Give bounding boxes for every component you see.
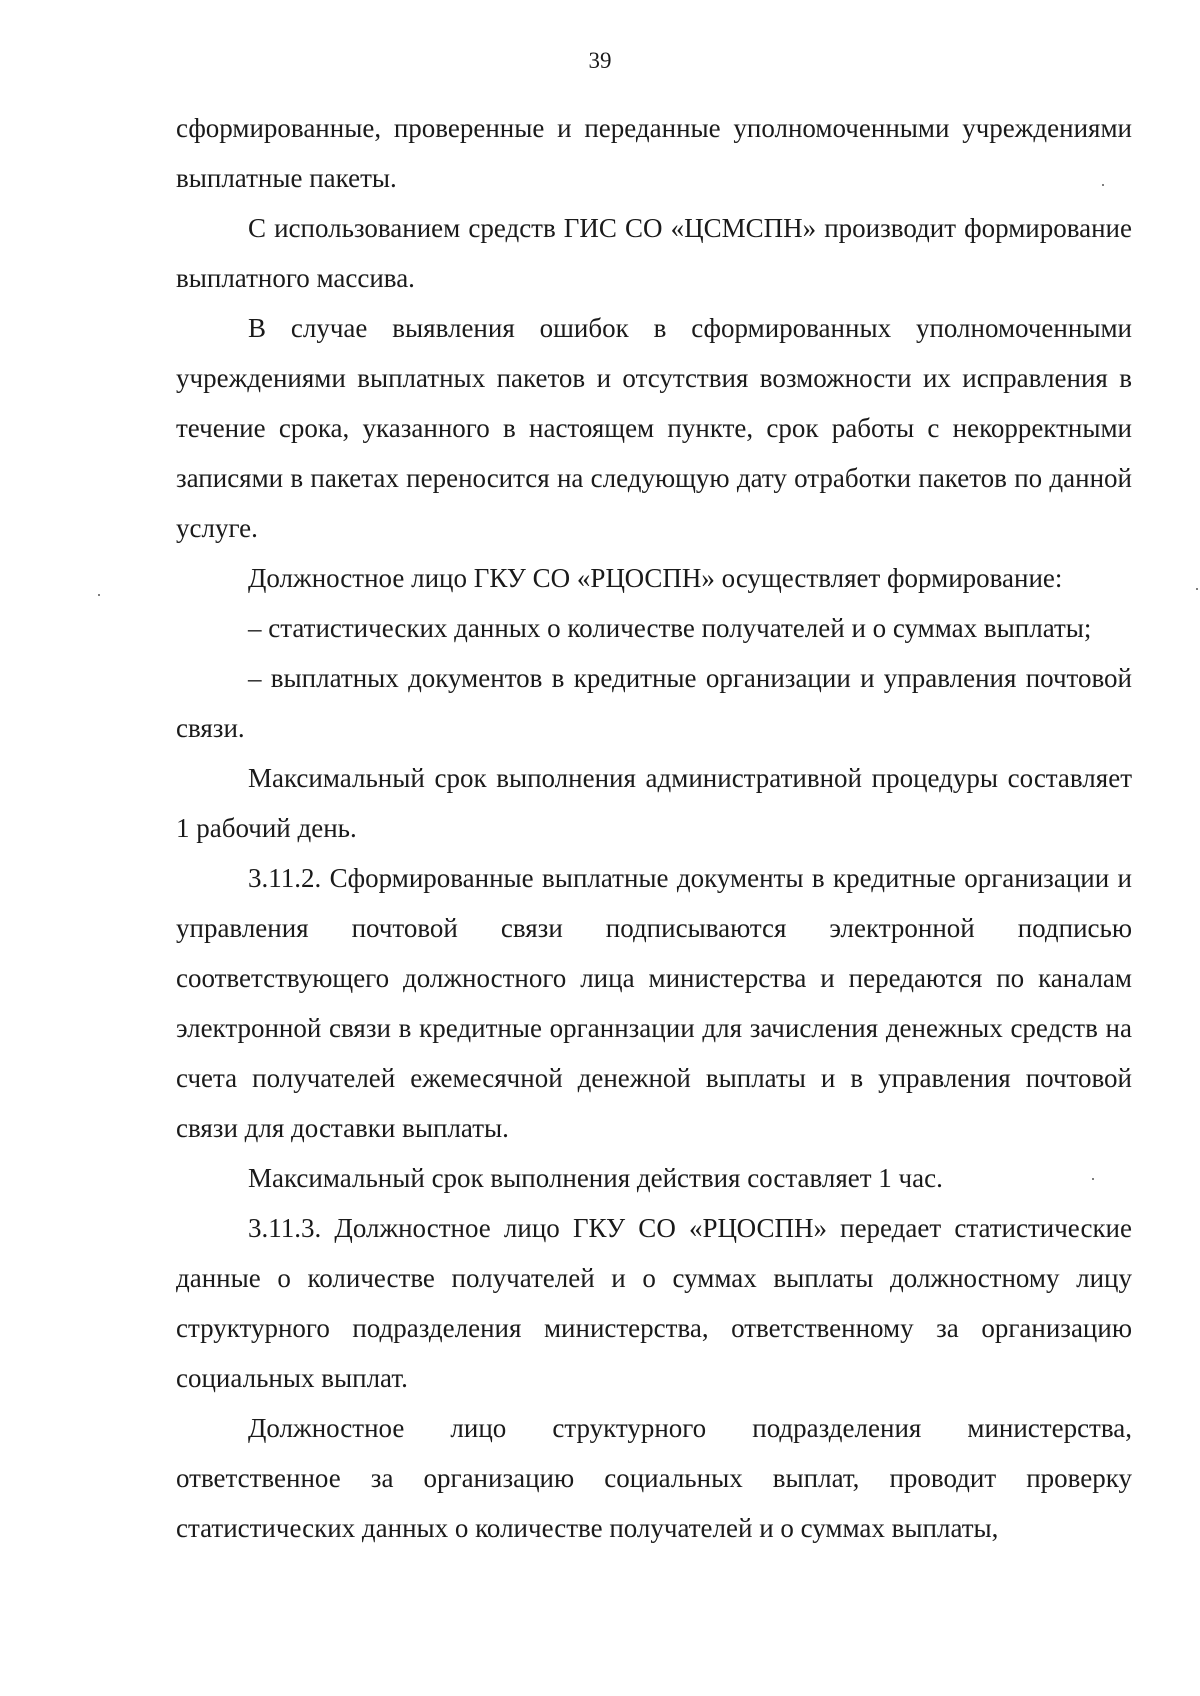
page-number: 39 [588,48,612,73]
paragraph-gis-usage: С использованием средств ГИС СО «ЦСМСПН» производит формирование выплатного массива. [176,213,1132,293]
paragraph-ministry-check: Должностное лицо структурного подразделения министерства, ответственное за организацию социальных выплат, проводит проверку статистических данных о количестве получателей и о суммах выплаты, [176,1413,1132,1543]
scan-speck [1196,588,1198,590]
paragraph-max-term-procedure: Максимальный срок выполнения административной процедуры составляет 1 рабочий день. [176,763,1132,843]
list-item-payment-docs: – выплатных документов в кредитные организации и управления почтовой связи. [176,663,1132,743]
paragraph-3-11-3: 3.11.3. Должностное лицо ГКУ СО «РЦОСПН» передает статистические данные о количестве получателей и о суммах выплаты должностному лицу структурного подразделения министерства, ответственному за организацию социальных выплат. [176,1213,1132,1393]
document-body [176,103,1132,1553]
scan-speck [1102,184,1104,186]
paragraph-continuation: сформированные, проверенные и переданные уполномоченными учреждениями выплатные пакеты. [176,113,1132,193]
paragraph-error-handling: В случае выявления ошибок в сформированных уполномоченными учреждениями выплатных пакетов и отсутствия возможности их исправления в течение срока, указанного в настоящем пункте, срок работы с некорректными записями в пакетах переносится на следующую дату отработки пакетов по данной услуге. [176,313,1132,543]
list-item-statistics: – статистических данных о количестве получателей и о суммах выплаты; [248,613,1092,643]
paragraph-3-11-2: 3.11.2. Сформированные выплатные документы в кредитные организации и управления почтовой связи подписываются электронной подписью соответствующего должностного лица министерства и передаются по каналам электронной связи в кредитные органнзации для зачисления денежных средств на счета получателей ежемесячной денежной выплаты и в управления почтовой связи для доставки выплаты. [176,863,1132,1143]
paragraph-max-term-action: Максимальный срок выполнения действия составляет 1 час. [248,1163,943,1193]
scan-speck [1092,1178,1094,1180]
paragraph-official-forms: Должностное лицо ГКУ СО «РЦОСПН» осуществляет формирование: [248,563,1063,593]
scan-speck [98,594,100,596]
